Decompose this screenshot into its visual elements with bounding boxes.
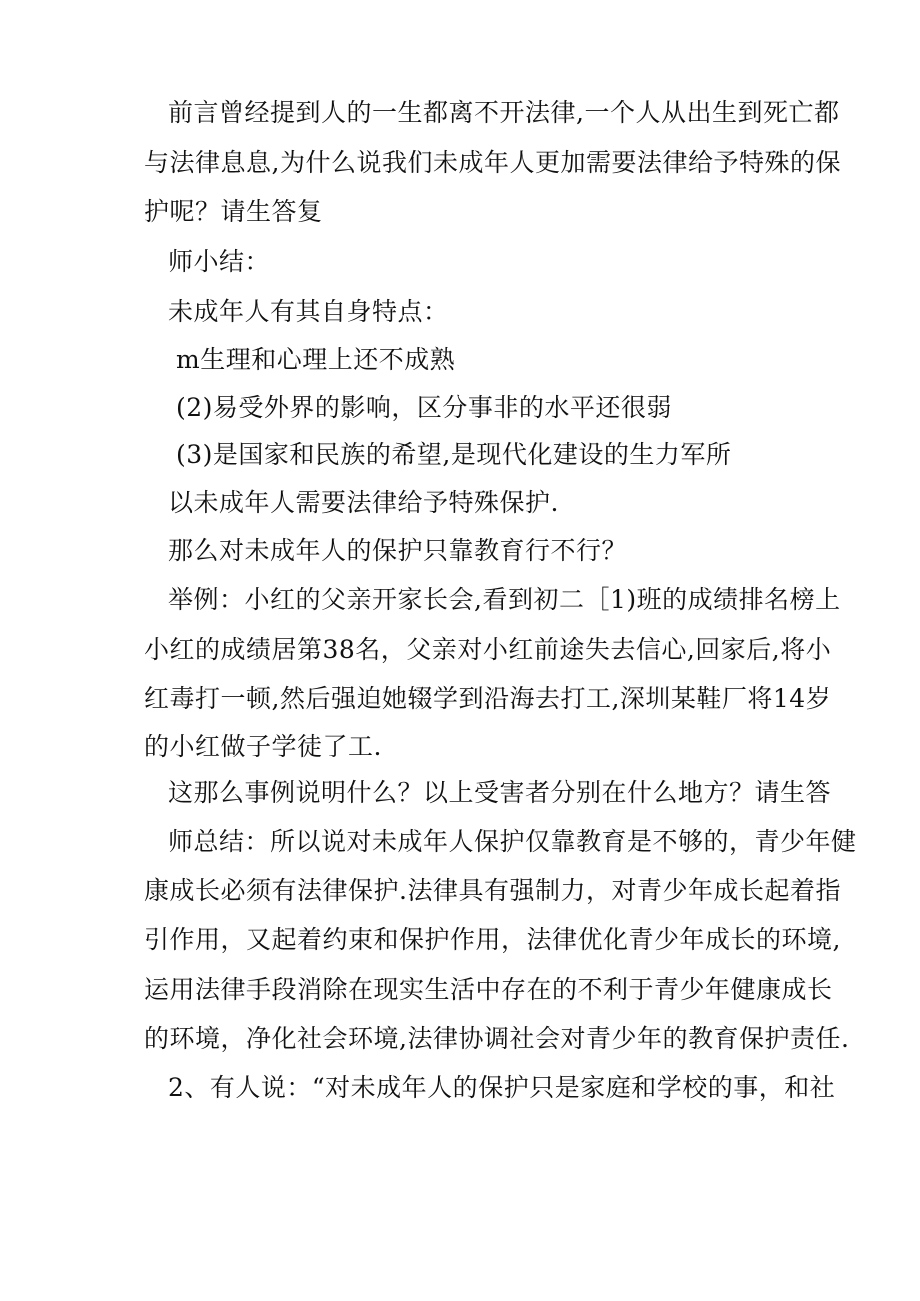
text-line: 运用法律手段消除在现实生活中存在的不利于青少年健康成长 [144,975,833,1004]
text-line: 这那么事例说明什么？以上受害者分别在什么地方？请生答 [168,778,832,807]
text-line: 的小红做子学徒了工. [144,732,382,761]
text-line: 2、有人说：“对未成年人的保护只是家庭和学校的事，和社 [168,1073,836,1102]
text-line: 举例：小红的父亲开家长会,看到初二［1)班的成绩排名榜上 [168,585,841,614]
text-line: 师总结：所以说对未成年人保护仅靠教育是不够的，青少年健 [168,827,857,856]
text-line: 的环境，净化社会环境,法律协调社会对青少年的教育保护责任. [144,1024,850,1053]
text-line: 引作用，又起着约束和保护作用，法律优化青少年成长的环境, [144,925,841,954]
text-line: 前言曾经提到人的一生都离不开法律,一个人从出生到死亡都 [168,98,840,127]
text-line: 以未成年人需要法律给予特殊保护. [168,488,559,517]
text-line: 小红的成绩居第38名，父亲对小红前途失去信心,回家后,将小 [144,635,832,664]
text-line: (2)易受外界的影响，区分事非的水平还很弱 [176,393,672,422]
text-line: (3)是国家和民族的希望,是现代化建设的生力军所 [176,440,732,469]
text-line: 那么对未成年人的保护只靠教育行不行？ [168,536,628,565]
text-line: 红毒打一顿,然后强迫她辍学到沿海去打工,深圳某鞋厂将14岁 [144,684,832,713]
text-line: m生理和心理上还不成熟 [176,345,456,374]
text-line: 师小结： [168,247,271,276]
text-line: 与法律息息,为什么说我们未成年人更加需要法律给予特殊的保 [144,148,841,177]
text-line: 未成年人有其自身特点： [168,297,449,326]
text-line: 康成长必须有法律保护.法律具有强制力，对青少年成长起着指 [144,876,841,905]
text-line: 护呢？请生答复 [144,197,323,226]
